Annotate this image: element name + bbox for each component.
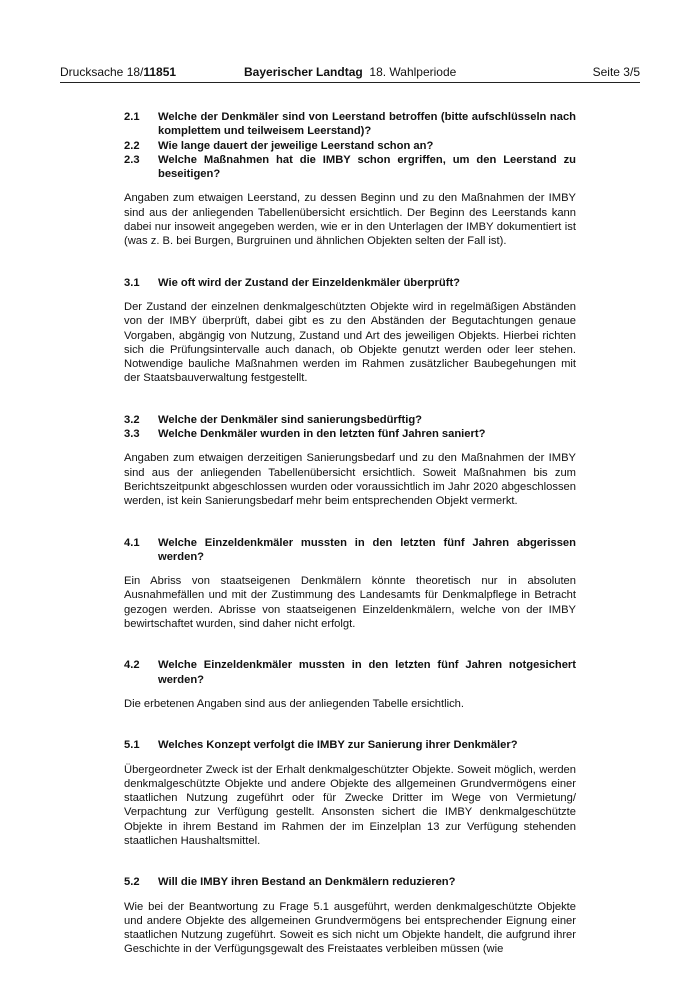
answer-paragraph: Angaben zum etwaigen derzeitigen Sanierungsbedarf und zu den Maßnahmen der IMBY sind aus der anliegenden Tabellenübersicht ersichtlich. Soweit Maßnahmen bis zum Berichtszeitpunkt abgeschlossen wurden oder voraussichtlich im Jahr 2020 abgeschlossen werden, ist kein Sanierungsbedarf mehr beim entsprechenden Objekt vermerkt.	[124, 452, 576, 508]
landtag-label: Bayerischer Landtag 18. Wahlperiode	[244, 65, 457, 79]
question: 2.3 Welche Maßnahmen hat die IMBY schon ergriffen, um den Leerstand zu beseitigen?	[124, 153, 576, 181]
question: 2.1 Welche der Denkmäler sind von Leerstand betroffen (bitte aufschlüsseln nach komplettem und teilweisem Leerstand)?	[124, 111, 576, 138]
drucksache-label: Drucksache 18/11851	[60, 65, 177, 79]
question: 3.1 Wie oft wird der Zustand der Einzeldenkmäler überprüft?	[124, 276, 460, 289]
document-body	[124, 110, 576, 957]
header-divider	[60, 82, 640, 83]
answer-paragraph: Übergeordneter Zweck ist der Erhalt denkmalgeschützter Objekte. Soweit möglich, werden denkmalgeschützte Objekte und andere Objekte des allgemeinen Grundvermögens einer staatlichen Nutzung zugeführt oder für Zwecke Dritter im Wege von Vermietung/ Verpachtung zur Verfügung gestellt. Ansonsten sichert die IMBY denkmalgeschützte Objekte in ihrem Bestand im Rahmen der im Einzelplan 13 zur Verfügung stehenden staatlichen Haushaltsmittel.	[124, 763, 576, 847]
question: 4.2 Welche Einzeldenkmäler mussten in den letzten fünf Jahren notgesichert werden?	[124, 659, 576, 686]
page-header	[60, 64, 640, 82]
question: 2.2 Wie lange dauert der jeweilige Leerstand schon an?	[124, 139, 434, 152]
question: 5.2 Will die IMBY ihren Bestand an Denkmälern reduzieren?	[124, 876, 456, 889]
answer-paragraph: Wie bei der Beantwortung zu Frage 5.1 ausgeführt, werden denkmalgeschützte Objekte und andere Objekte des allgemeinen Grundvermögens bei entsprechender Eignung einer staatlichen Nutzung zugeführt. Soweit es sich nicht um Objekte handelt, die aufgrund ihrer Geschichte in der Verfügungsgewalt des Freistaates verbleiben müssen (wie	[124, 900, 576, 956]
question: 3.3 Welche Denkmäler wurden in den letzten fünf Jahren saniert?	[124, 428, 486, 441]
question: 4.1 Welche Einzeldenkmäler mussten in den letzten fünf Jahren abgerissen werden?	[124, 536, 576, 563]
page-number: Seite 3/5	[592, 65, 640, 79]
question: 3.2 Welche der Denkmäler sind sanierungsbedürftig?	[124, 413, 423, 426]
answer-paragraph: Der Zustand der einzelnen denkmalgeschützten Objekte wird in regelmäßigen Abständen von der IMBY überprüft, dabei gibt es zu den Abständen der Begutachtungen genaue Vorgaben, abgängig von Nutzung, Zustand und Art des jeweiligen Objekts. Hierbei richten sich die Prüfungsintervalle auch danach, ob Objekte genutzt werden oder leer stehen. Notwendige bauliche Maßnahmen werden im Rahmen zusätzlicher Baubegehungen mit der Staatsbauverwaltung festgestellt.	[124, 300, 576, 385]
answer-paragraph: Angaben zum etwaigen Leerstand, zu dessen Beginn und zu den Maßnahmen der IMBY sind aus der anliegenden Tabellenübersicht ersichtlich. Der Beginn des Leerstands kann dabei nur insoweit angegeben werden, wie er in den Unterlagen der IMBY dokumentiert ist (was z. B. bei Burgen, Burgruinen und ähnlichen Objekten selten der Fall ist).	[124, 192, 576, 248]
answer-paragraph: Die erbetenen Angaben sind aus der anliegenden Tabelle ersichtlich.	[124, 697, 465, 710]
answer-paragraph: Ein Abriss von staatseigenen Denkmälern könnte theoretisch nur in absoluten Ausnahmefällen und mit der Zustimmung des Landesamts für Denkmalpflege in Betracht gezogen werden. Abrisse von staatseigenen Einzeldenkmälern, welche von der IMBY bewirtschaftet wurden, sind daher nicht erfolgt.	[124, 575, 576, 631]
question: 5.1 Welches Konzept verfolgt die IMBY zur Sanierung ihrer Denkmäler?	[124, 739, 518, 752]
